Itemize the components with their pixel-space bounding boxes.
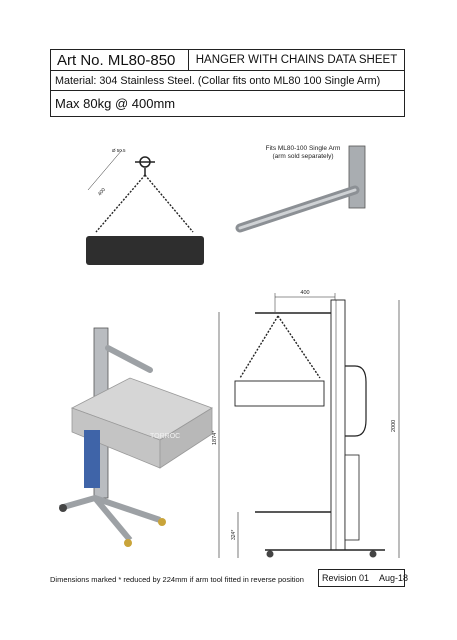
arm-note-line2: (arm sold separately) <box>272 153 334 160</box>
hanger-drawing <box>88 148 193 232</box>
lifter-isometric <box>59 328 212 547</box>
article-number: Art No. ML80-850 <box>51 50 189 71</box>
reach-dimension: 400 <box>300 290 310 296</box>
single-arm-drawing <box>240 145 365 228</box>
lifter-elevation <box>212 290 399 558</box>
load-box-dark <box>86 236 204 265</box>
height-dimension-right: 2000 <box>391 419 397 432</box>
material-text: Material: 304 Stainless Steel. (Collar fits onto ML80 100 Single Arm) <box>55 75 381 87</box>
lifter-box-label: TORROC <box>150 433 181 440</box>
revision-label: Revision 01 <box>322 573 370 583</box>
sheet-title: HANGER WITH CHAINS DATA SHEET <box>195 54 398 66</box>
arm-note-line1: Fits ML80-100 Single Arm <box>265 145 341 152</box>
revision-box <box>318 569 409 587</box>
chain-dimension: 400 <box>96 187 107 198</box>
ring-dimension: Ø 50.5 <box>112 148 126 153</box>
low-dimension: 324* <box>231 529 237 540</box>
max-load-text: Max 80kg @ 400mm <box>55 96 176 111</box>
revision-date: Aug-18 <box>379 573 409 583</box>
height-dimension-left: 1874* <box>212 430 218 445</box>
dimension-footnote: Dimensions marked * reduced by 224mm if arm tool fitted in reverse position <box>50 575 304 584</box>
